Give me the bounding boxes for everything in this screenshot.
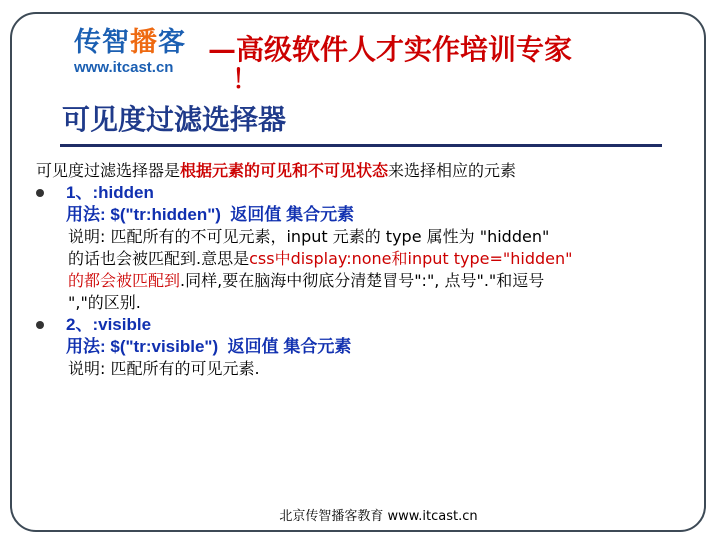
slide-content bbox=[36, 160, 676, 380]
intro-part1: 可见度过滤选择器是 bbox=[36, 161, 181, 180]
usage-return: 返回值 集合元素 bbox=[227, 337, 352, 356]
desc-text: 的话也会被匹配到.意思是 bbox=[68, 249, 250, 268]
intro-part2: 来选择相应的元素 bbox=[388, 161, 517, 180]
list-item bbox=[36, 314, 676, 336]
title-divider bbox=[60, 144, 662, 147]
desc-text: ","的区别. bbox=[68, 293, 141, 312]
intro-highlight: 根据元素的可见和不可见状态 bbox=[180, 161, 389, 180]
item-usage bbox=[36, 204, 676, 226]
item-description bbox=[36, 226, 676, 314]
logo-url: www.itcast.cn bbox=[74, 59, 174, 76]
page-title: 可见度过滤选择器 bbox=[62, 103, 287, 136]
desc-text: 说明: 匹配所有的不可见元素，input 元素的 type 属性为 "hidden" bbox=[68, 227, 550, 246]
desc-line bbox=[68, 292, 676, 314]
desc-text: 说明: 匹配所有的可见元素. bbox=[68, 359, 260, 378]
slogan-exclaim: ！ bbox=[232, 65, 259, 95]
usage-code: 用法: $("tr:visible") bbox=[66, 337, 219, 356]
logo-cn-suffix: 客 bbox=[158, 27, 186, 58]
logo-cn-prefix: 传智 bbox=[74, 27, 130, 58]
footer: 北京传智播客教育 www.itcast.cn bbox=[279, 509, 478, 524]
list-item bbox=[36, 182, 676, 204]
item-usage bbox=[36, 336, 676, 358]
logo-chinese bbox=[74, 28, 186, 58]
bullet-icon bbox=[36, 321, 44, 329]
bullet-icon bbox=[36, 189, 44, 197]
logo-cn-highlight: 播 bbox=[130, 27, 158, 58]
desc-highlight: css中display:none和input type="hidden" bbox=[249, 249, 573, 268]
desc-highlight: 的都会被匹配到 bbox=[68, 271, 181, 290]
desc-line bbox=[68, 358, 676, 380]
desc-text: .同样,要在脑海中彻底分清楚冒号":", 点号"."和逗号 bbox=[180, 271, 545, 290]
item-heading: 2、:visible bbox=[66, 315, 152, 334]
desc-line bbox=[68, 270, 676, 292]
intro-paragraph bbox=[36, 160, 676, 182]
item-description bbox=[36, 358, 676, 380]
item-heading: 1、:hidden bbox=[66, 183, 154, 202]
itcast-logo bbox=[74, 28, 186, 76]
desc-line bbox=[68, 248, 676, 270]
desc-line bbox=[68, 226, 676, 248]
usage-return: 返回值 集合元素 bbox=[230, 205, 355, 224]
slogan: —高级软件人才实作培训专家 bbox=[208, 33, 573, 66]
usage-code: 用法: $("tr:hidden") bbox=[66, 205, 221, 224]
